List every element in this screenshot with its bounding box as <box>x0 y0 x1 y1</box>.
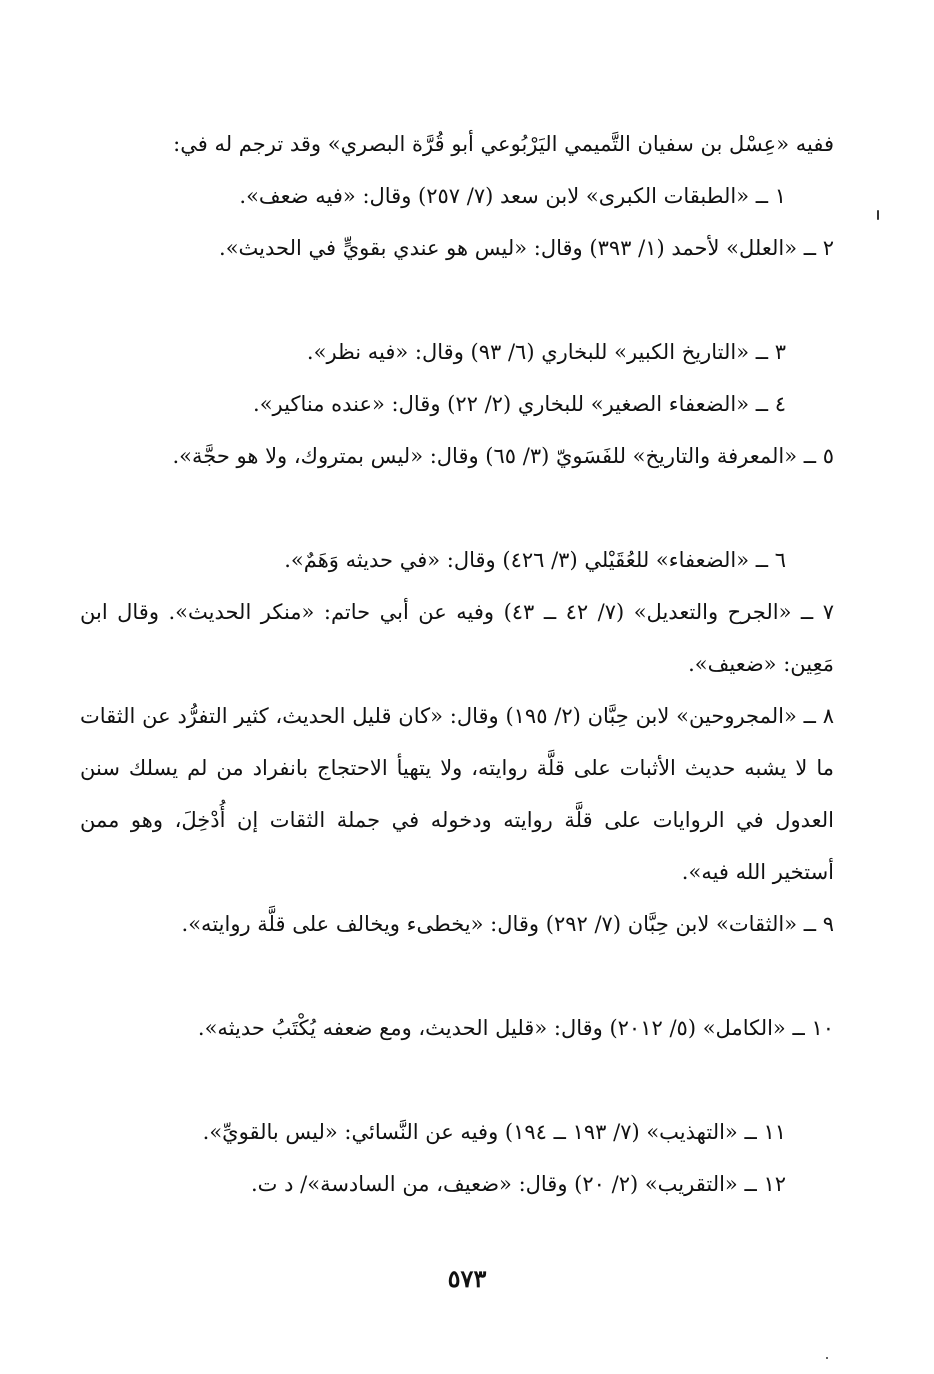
entry-text: ١٢ ــ «التقريب» (٢/ ٢٠) وقال: «ضعيف، من السادسة»/ د ت. <box>251 1172 786 1196</box>
entry-5 <box>80 430 834 534</box>
entry-3 <box>80 326 834 378</box>
entry-7 <box>80 586 834 690</box>
scan-speck <box>877 210 879 220</box>
entry-text: ١ ــ «الطبقات الكبرى» لابن سعد (٧/ ٢٥٧) وقال: «فيه ضعف». <box>239 184 786 208</box>
entry-8 <box>80 690 834 898</box>
entry-4 <box>80 378 834 430</box>
entry-text: ٥ ــ «المعرفة والتاريخ» للفَسَويّ (٣/ ٦٥) وقال: «ليس بمتروك، ولا هو حجَّة». <box>172 444 834 468</box>
entry-text: ٨ ــ «المجروحين» لابن حِبَّان (٢/ ١٩٥) وقال: «كان قليل الحديث، كثير التفرُّد عن الثقات ما لا يشبه حديث الأثبات على قلَّة روايته، ولا يتهيأ الاحتجاج بانفراد من لم يسلك سنن العدول في الروايات على قلَّة روايته ودخوله في جملة الثقات إن أُدْخِلَ، وهو ممن أستخير الله فيه». <box>80 704 834 884</box>
body-text <box>80 118 834 1210</box>
entry-text: ٤ ــ «الضعفاء الصغير» للبخاري (٢/ ٢٢) وقال: «عنده مناكير». <box>253 392 786 416</box>
entry-text: ٢ ــ «العلل» لأحمد (١/ ٣٩٣) وقال: «ليس هو عندي بقويٍّ في الحديث». <box>219 236 834 260</box>
entry-text: ١١ ــ «التهذيب» (٧/ ١٩٣ ــ ١٩٤) وفيه عن النَّسائي: «ليس بالقويِّ». <box>202 1120 786 1144</box>
page-number: ٥٧٣ <box>447 1264 487 1293</box>
entry-text: ١٠ ــ «الكامل» (٥/ ٢٠١٢) وقال: «قليل الحديث، ومع ضعفه يُكْتَبُ حديثه». <box>197 1016 834 1040</box>
scan-speck <box>826 1357 828 1359</box>
intro-line: ففيه «عِسْل بن سفيان التَّميمي اليَرْبُوعي أبو قُرَّة البصري» وقد ترجم له في: <box>173 132 834 156</box>
entry-text: ٦ ــ «الضعفاء» للعُقَيْلي (٣/ ٤٢٦) وقال: «في حديثه وَهَمٌ». <box>284 548 786 572</box>
entry-9 <box>80 898 834 1002</box>
entry-12 <box>80 1158 834 1210</box>
entry-6 <box>80 534 834 586</box>
entry-10 <box>80 1002 834 1106</box>
entry-text: ٩ ــ «الثقات» لابن حِبَّان (٧/ ٢٩٢) وقال: «يخطىء ويخالف على قلَّة روايته». <box>181 912 834 936</box>
entry-text: ٣ ــ «التاريخ الكبير» للبخاري (٦/ ٩٣) وقال: «فيه نظر». <box>306 340 786 364</box>
entry-1 <box>80 170 834 222</box>
entry-11 <box>80 1106 834 1158</box>
entry-text: ٧ ــ «الجرح والتعديل» (٧/ ٤٢ ــ ٤٣) وفيه عن أبي حاتم: «منكر الحديث». وقال ابن مَعِين: «ضعيف». <box>80 600 834 676</box>
entry-2 <box>80 222 834 326</box>
